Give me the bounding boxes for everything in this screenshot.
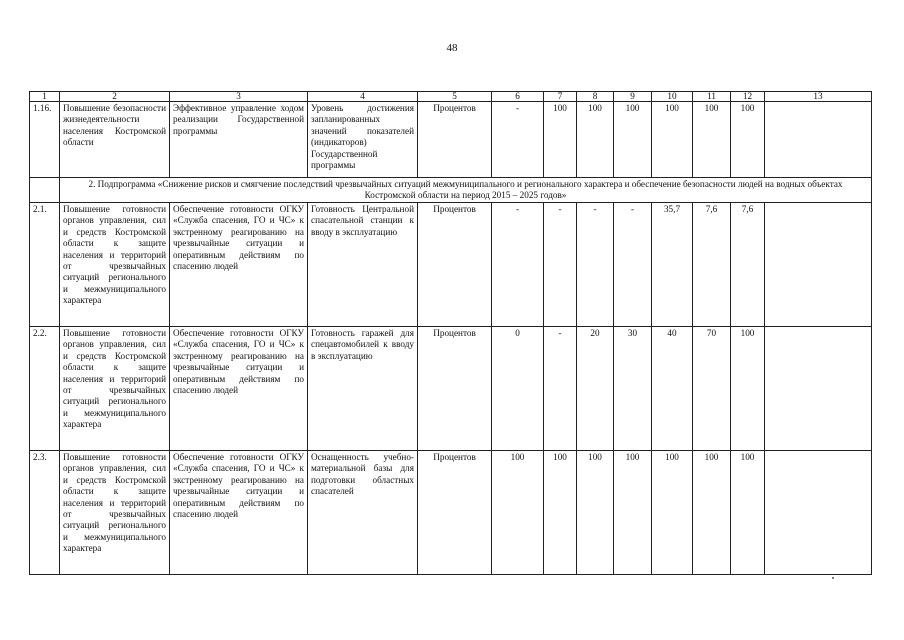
value-cell: 70 (693, 327, 731, 451)
note-cell (765, 203, 872, 327)
col-header-3: 3 (170, 92, 308, 102)
indicator-text: Готовность Центральной спасательной станции к вводу в эксплуатацию (308, 203, 418, 327)
value-cell: 100 (731, 451, 765, 575)
indicators-table (29, 91, 872, 575)
value-cell: 100 (577, 451, 614, 575)
col-header-10: 10 (652, 92, 693, 102)
table-row (30, 451, 872, 575)
indicator-text: Готовность гаражей для спецавтомобилей к вводу в эксплуатацию (308, 327, 418, 451)
value-cell: 100 (544, 102, 577, 178)
indicator-text: Уровень достижения запланированных значений показателей (индикаторов) Государственной программы (308, 102, 418, 178)
value-cell: 100 (652, 102, 693, 178)
table-row (30, 102, 872, 178)
value-cell: 30 (614, 327, 652, 451)
value-cell: 7,6 (693, 203, 731, 327)
value-cell: 100 (731, 102, 765, 178)
subprogram-row (30, 178, 872, 203)
col-header-5: 5 (418, 92, 492, 102)
value-cell: 100 (614, 451, 652, 575)
note-cell (765, 451, 872, 575)
col-header-9: 9 (614, 92, 652, 102)
note-cell (765, 102, 872, 178)
value-cell: - (492, 102, 544, 178)
column-number-row (30, 92, 872, 102)
row-number: 2.3. (30, 451, 60, 575)
unit-cell: Процентов (418, 203, 492, 327)
value-cell: 100 (693, 102, 731, 178)
goal-name: Повышение готовности органов управления, сил и средств Костромской области к защите населения и территорий от чрезвычайных ситуаций регионального и межмуниципального характера (60, 203, 170, 327)
col-header-13: 13 (765, 92, 872, 102)
indicator-text: Оснащенность учебно-материальной базы для подготовки областных спасателей (308, 451, 418, 575)
value-cell: 100 (577, 102, 614, 178)
unit-cell: Процентов (418, 102, 492, 178)
row-number: 1.16. (30, 102, 60, 178)
row-number: 2.1. (30, 203, 60, 327)
value-cell: 100 (652, 451, 693, 575)
col-header-6: 6 (492, 92, 544, 102)
col-header-7: 7 (544, 92, 577, 102)
value-cell: - (544, 327, 577, 451)
goal-name: Повышение готовности органов управления, сил и средств Костромской области к защите населения и территорий от чрезвычайных ситуаций регионального и межмуниципального характера (60, 451, 170, 575)
value-cell: 20 (577, 327, 614, 451)
value-cell: 7,6 (731, 203, 765, 327)
value-cell: 100 (492, 451, 544, 575)
value-cell: 100 (693, 451, 731, 575)
value-cell: - (544, 203, 577, 327)
row-number: 2.2. (30, 327, 60, 451)
value-cell: 40 (652, 327, 693, 451)
goal-name: Повышение безопасности жизнедеятельности населения Костромской области (60, 102, 170, 178)
value-cell: 35,7 (652, 203, 693, 327)
col-header-1: 1 (30, 92, 60, 102)
value-cell: - (577, 203, 614, 327)
table-row (30, 203, 872, 327)
table-row (30, 327, 872, 451)
note-cell (765, 327, 872, 451)
value-cell: 0 (492, 327, 544, 451)
value-cell: - (492, 203, 544, 327)
col-header-11: 11 (693, 92, 731, 102)
event-text: Обеспечение готовности ОГКУ «Служба спасения, ГО и ЧС» к экстренному реагированию на чрезвычайные ситуации и оперативным действиям по спасению людей (170, 203, 308, 327)
unit-cell: Процентов (418, 327, 492, 451)
event-text: Эффективное управление ходом реализации Государственной программы (170, 102, 308, 178)
event-text: Обеспечение готовности ОГКУ «Служба спасения, ГО и ЧС» к экстренному реагированию на чрезвычайные ситуации и оперативным действиям по спасению людей (170, 327, 308, 451)
value-cell: - (614, 203, 652, 327)
value-cell: 100 (614, 102, 652, 178)
value-cell: 100 (544, 451, 577, 575)
unit-cell: Процентов (418, 451, 492, 575)
event-text: Обеспечение готовности ОГКУ «Служба спасения, ГО и ЧС» к экстренному реагированию на чрезвычайные ситуации и оперативным действиям по спасению людей (170, 451, 308, 575)
col-header-12: 12 (731, 92, 765, 102)
goal-name: Повышение готовности органов управления, сил и средств Костромской области к защите населения и территорий от чрезвычайных ситуаций регионального и межмуниципального характера (60, 327, 170, 451)
scan-speck (832, 577, 834, 579)
page-number: 48 (446, 42, 458, 54)
value-cell: 100 (731, 327, 765, 451)
subprogram-heading: 2. Подпрограмма «Снижение рисков и смягчение последствий чрезвычайных ситуаций межмуниципального и регионального характера и обеспечение безопасности людей на водных объектах Костромской области на период 2015 – 2025 годов» (60, 178, 872, 203)
col-header-2: 2 (60, 92, 170, 102)
col-header-8: 8 (577, 92, 614, 102)
col-header-4: 4 (308, 92, 418, 102)
